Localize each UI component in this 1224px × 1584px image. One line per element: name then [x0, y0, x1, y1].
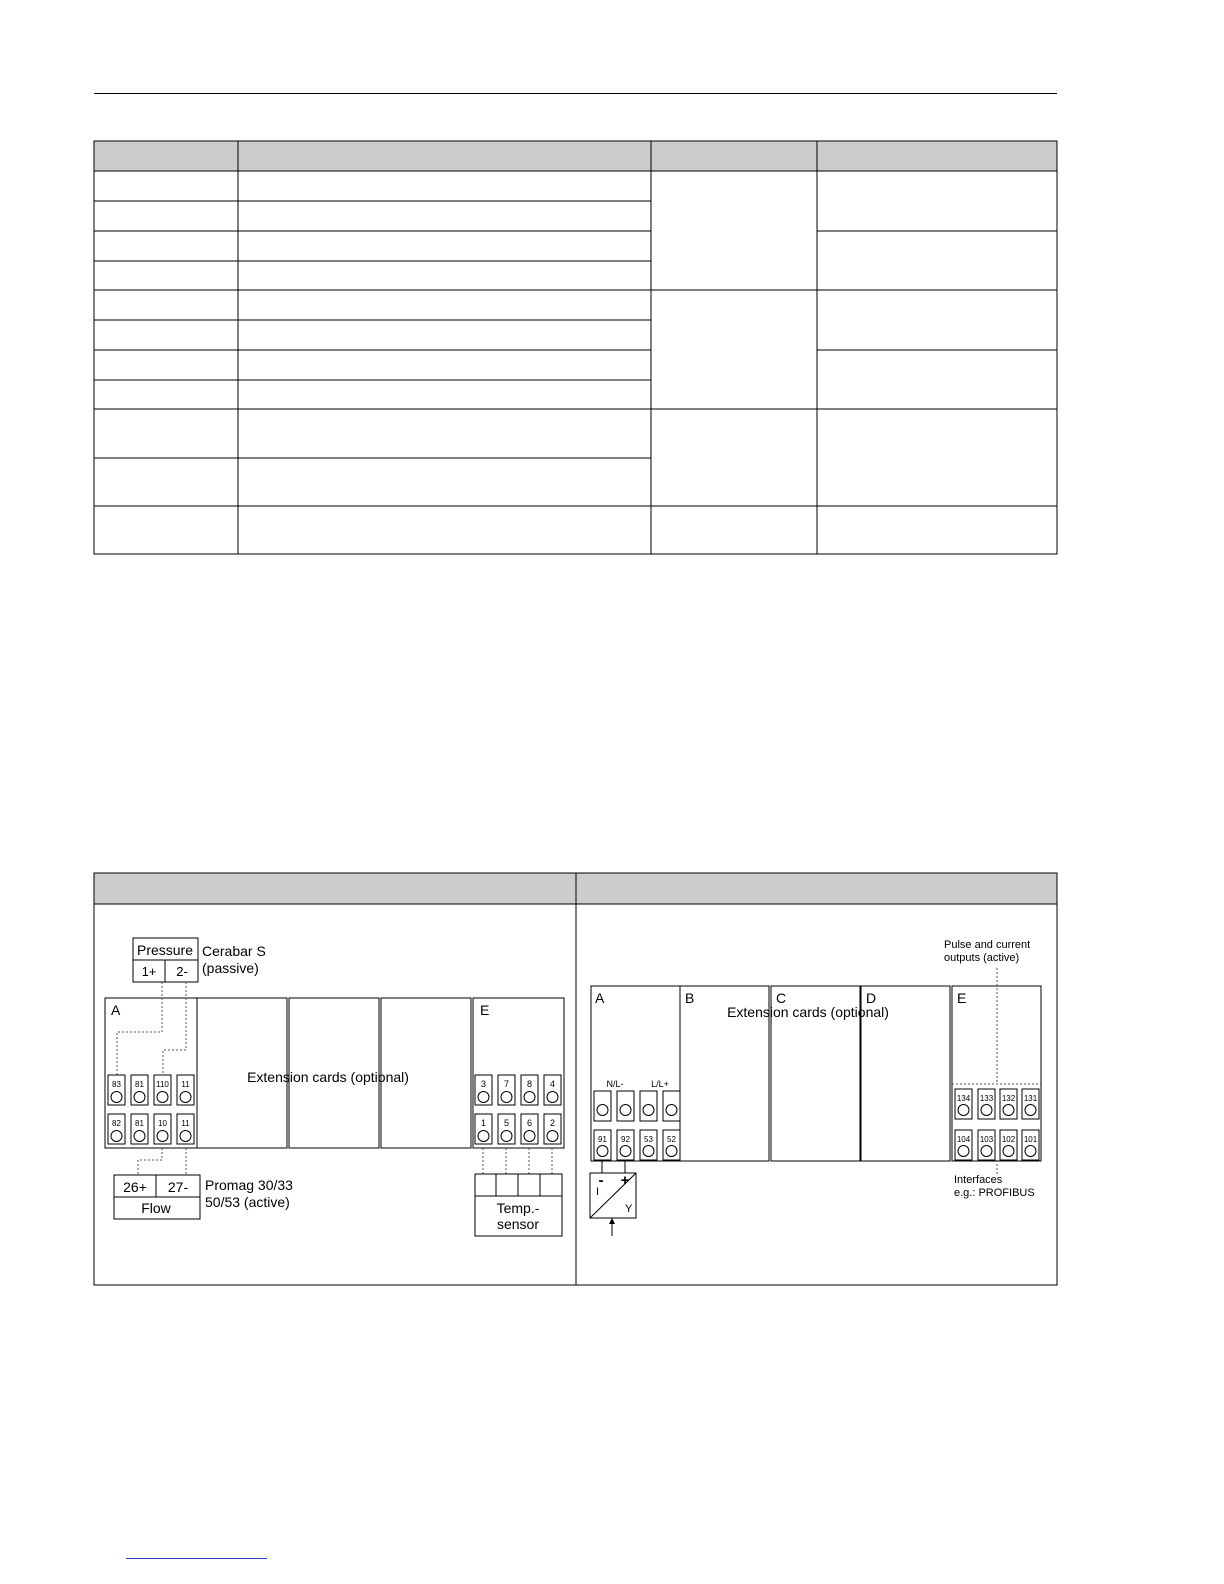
temp-sublabel: sensor [496, 1216, 540, 1232]
table-grid [94, 141, 1057, 554]
pulse-outputs-label: Pulse and current [944, 939, 1031, 951]
lower-wires [138, 1148, 552, 1175]
terminal-label: 81 [135, 1119, 144, 1128]
left-diagram [105, 938, 564, 1236]
converter-symbol [590, 1160, 636, 1236]
terminal-label: 4 [549, 1079, 556, 1089]
terminal-table [0, 0, 1224, 580]
terminal-label: 91 [598, 1135, 607, 1144]
terminal-label: 6 [526, 1118, 533, 1128]
arrow-head [609, 1218, 615, 1224]
flow-label: Flow [141, 1200, 171, 1216]
terminal-label: 11 [181, 1119, 190, 1128]
cerabar-sublabel: (passive) [202, 960, 259, 976]
cerabar-label: Cerabar S [202, 943, 266, 959]
terminal-label: 3 [480, 1079, 487, 1089]
slot-c-label: C [776, 990, 787, 1006]
terminal-label: 132 [1001, 1094, 1016, 1103]
pressure-label: Pressure [136, 942, 194, 958]
wiring-diagrams [0, 860, 1224, 1300]
promag-label: Promag 30/33 [205, 1177, 293, 1193]
terminal-label: 81 [135, 1080, 144, 1089]
pulse-outputs-sublabel: outputs (active) [944, 952, 1020, 964]
terminal-label: 10 [158, 1119, 167, 1128]
pressure-plus: 1+ [141, 964, 157, 979]
extension-cards-label: Extension cards (optional) [727, 1004, 889, 1020]
terminal-label: 5 [503, 1118, 510, 1128]
terminal-label: 131 [1023, 1094, 1038, 1103]
terminal-label: 8 [526, 1079, 533, 1089]
interfaces-label: Interfaces [954, 1174, 1003, 1186]
terminal-label: 104 [956, 1135, 971, 1144]
slot-a-label: A [111, 1002, 121, 1018]
flow-plus: 26+ [123, 1179, 147, 1195]
slot-e-label: E [480, 1002, 490, 1018]
terminal-label: 102 [1001, 1135, 1016, 1144]
terminal-label: 110 [156, 1080, 169, 1089]
interfaces-sublabel: e.g.: PROFIBUS [954, 1187, 1035, 1199]
slot-e-label: E [957, 990, 967, 1006]
pressure-minus: 2- [176, 964, 188, 979]
terminal-label: 101 [1023, 1135, 1038, 1144]
slot-a-label: A [595, 990, 605, 1006]
terminal-label: 2 [549, 1118, 556, 1128]
terminal-label: 52 [667, 1135, 676, 1144]
slot-d-label: D [866, 990, 877, 1006]
terminal-label: 11 [181, 1080, 190, 1089]
footer-link-underline[interactable] [126, 1558, 267, 1559]
ll-label: L/L+ [651, 1079, 669, 1089]
flow-minus: 27- [167, 1179, 189, 1195]
terminal-label: 134 [956, 1094, 971, 1103]
terminal-label: 133 [979, 1094, 994, 1103]
terminal-label: 82 [112, 1119, 121, 1128]
slot-b-label: B [685, 990, 695, 1006]
terminal-label: 103 [979, 1135, 994, 1144]
terminal-label: 1 [480, 1118, 487, 1128]
extension-cards-label: Extension cards (optional) [247, 1069, 409, 1085]
temp-label: Temp.- [496, 1200, 540, 1216]
nl-label: N/L- [606, 1079, 624, 1089]
converter-output-label: Y [625, 1203, 633, 1215]
promag-sublabel: 50/53 (active) [205, 1194, 290, 1210]
terminal-label: 53 [644, 1135, 653, 1144]
converter-input-label: I [596, 1186, 600, 1198]
right-diagram [590, 939, 1041, 1236]
converter-plus: + [620, 1172, 630, 1189]
terminal-label: 7 [503, 1079, 510, 1089]
converter-minus: - [598, 1172, 604, 1189]
terminal-label: 92 [621, 1135, 630, 1144]
terminal-label: 83 [112, 1080, 121, 1089]
